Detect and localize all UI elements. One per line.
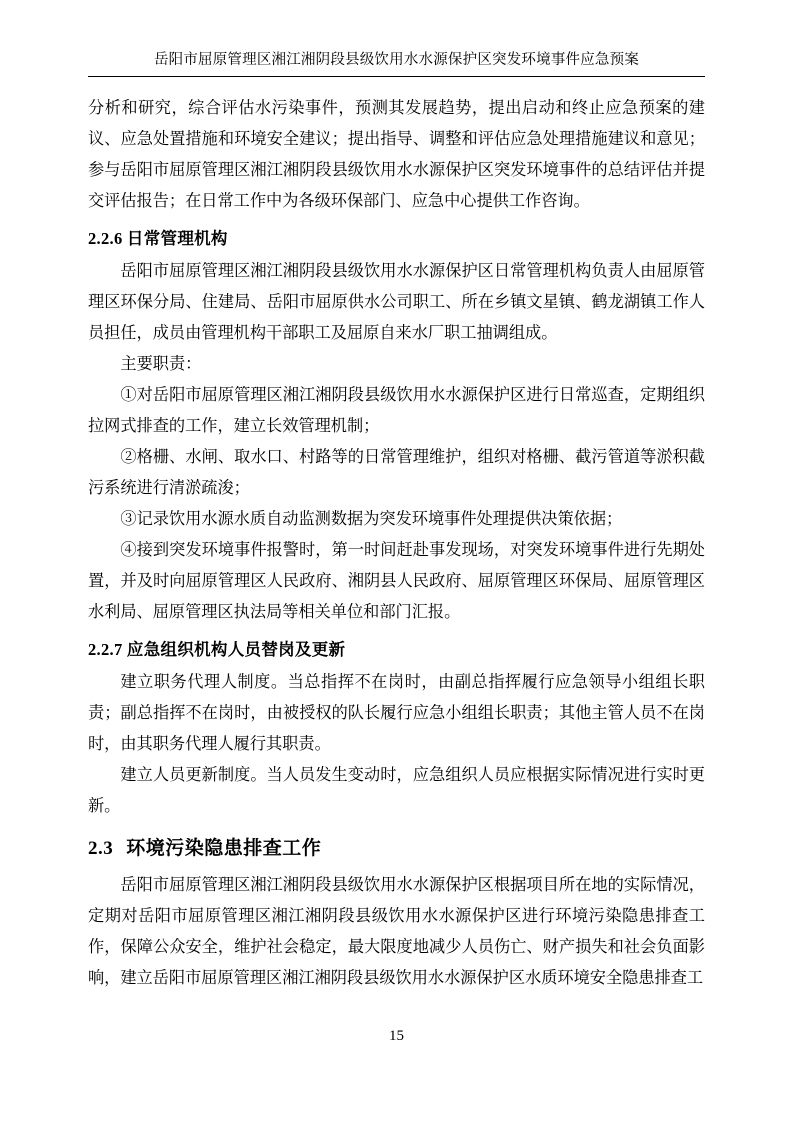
paragraph: ④接到突发环境事件报警时，第一时间赶赴事发现场，对突发环境事件进行先期处置，并及时向屈原管理区人民政府、湘阴县人民政府、屈原管理区环保局、屈原管理区水利局、屈原管理区执法局等相关单位和部门汇报。 bbox=[88, 541, 705, 621]
paragraph: 建立人员更新制度。当人员发生变动时，应急组织人员应根据实际情况进行实时更新。 bbox=[88, 766, 705, 815]
paragraph: ②格栅、水闸、取水口、村路等的日常管理维护，组织对格栅、截污管道等淤积截污系统进行清淤疏浚； bbox=[88, 448, 705, 497]
paragraph: 建立职务代理人制度。当总指挥不在岗时，由副总指挥履行应急领导小组组长职责；副总指挥不在岗时，由被授权的队长履行应急小组组长职责；其他主管人员不在岗时，由其职务代理人履行其职责。 bbox=[88, 673, 705, 753]
page-header: 岳阳市屈原管理区湘江湘阴段县级饮用水水源保护区突发环境事件应急预案 bbox=[88, 48, 705, 77]
heading-text: 环境污染隐患排查工作 bbox=[126, 838, 322, 859]
document-body bbox=[88, 93, 705, 994]
paragraph: ③记录饮用水源水质自动监测数据为突发环境事件处理提供决策依据； bbox=[120, 510, 623, 528]
paragraph: 主要职责： bbox=[120, 355, 202, 373]
page-number: 15 bbox=[389, 1028, 404, 1044]
heading-number: 2.3 bbox=[88, 838, 114, 859]
paragraph: 岳阳市屈原管理区湘江湘阴段县级饮用水水源保护区日常管理机构负责人由屈原管理区环保分局、住建局、岳阳市屈原供水公司职工、所在乡镇文星镇、鹤龙湖镇工作人员担任，成员由管理机构干部职工及屈原自来水厂职工抽调组成。 bbox=[88, 262, 705, 342]
heading-2-2-7: 2.2.7 应急组织机构人员替岗及更新 bbox=[88, 640, 346, 659]
paragraph: 分析和研究，综合评估水污染事件，预测其发展趋势，提出启动和终止应急预案的建议、应急处置措施和环境安全建议；提出指导、调整和评估应急处理措施建议和意见；参与岳阳市屈原管理区湘江湘阴段县级饮用水水源保护区突发环境事件的总结评估并提交评估报告；在日常工作中为各级环保部门、应急中心提供工作咨询。 bbox=[88, 99, 705, 210]
paragraph: 岳阳市屈原管理区湘江湘阴段县级饮用水水源保护区根据项目所在地的实际情况，定期对岳阳市屈原管理区湘江湘阴段县级饮用水水源保护区进行环境污染隐患排查工作，保障公众安全，维护社会稳定，最大限度地减少人员伤亡、财产损失和社会负面影响，建立岳阳市屈原管理区湘江湘阴段县级饮用水水源保护区水质环境安全隐患排查工 bbox=[88, 876, 705, 987]
heading-2-3 bbox=[88, 832, 705, 866]
page-content bbox=[88, 0, 705, 1122]
paragraph: ①对岳阳市屈原管理区湘江湘阴段县级饮用水水源保护区进行日常巡查，定期组织拉网式排查的工作，建立长效管理机制； bbox=[88, 386, 705, 435]
heading-2-2-6: 2.2.6 日常管理机构 bbox=[88, 229, 228, 248]
